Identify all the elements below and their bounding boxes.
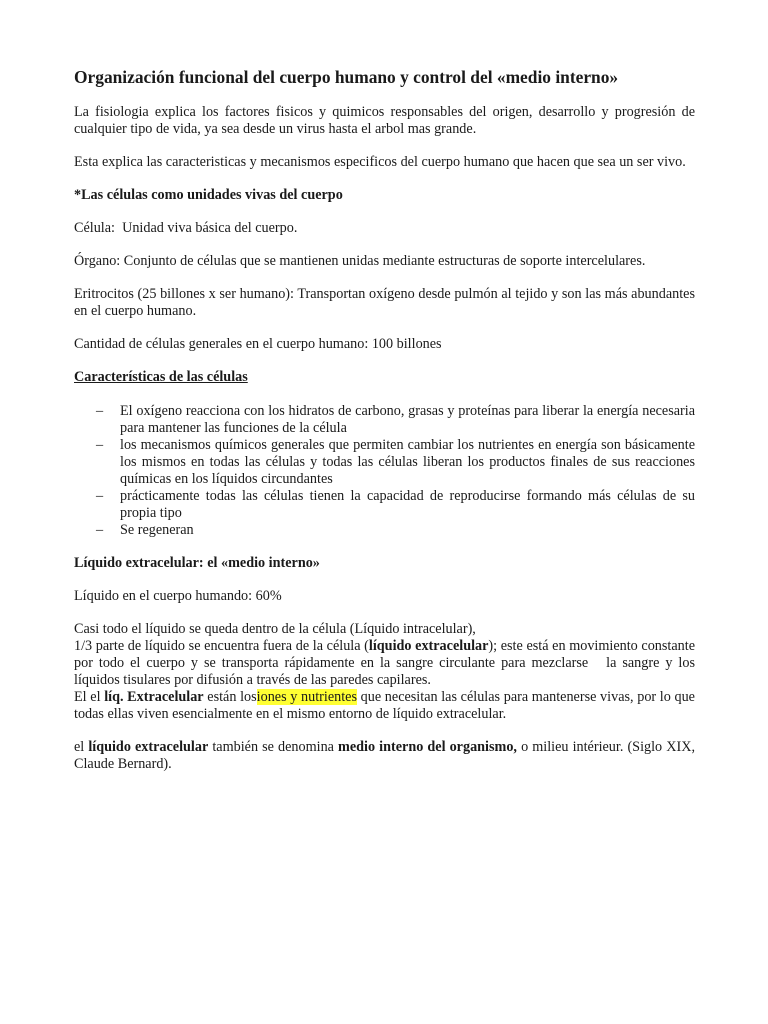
extracellular-line-pre: 1/3 parte de líquido se encuentra fuera de la célula ( xyxy=(74,638,369,654)
ions-line-post: que necesitan las células para mantenerse vivas, por lo que todas ellas viven esencialmente en el mismo entorno de líquido extracelular. xyxy=(74,689,695,722)
list-item-text: prácticamente todas las células tienen la capacidad de reproducirse formando más células de su propia tipo xyxy=(120,488,695,521)
erythrocytes-paragraph: Eritrocitos (25 billones x ser humano): Transportan oxígeno desde pulmón al tejido y son las más abundantes en el cuerpo humano. xyxy=(74,286,695,319)
extracellular-term: líquido extracelular xyxy=(368,638,489,654)
dash-bullet: – xyxy=(96,403,104,419)
intracellular-line: Casi todo el líquido se queda dentro de la célula (Líquido intracelular), xyxy=(74,621,476,637)
characteristics-list xyxy=(74,403,695,539)
final-bold-extracellular: líquido extracelular xyxy=(88,739,209,755)
cell-definition: Célula: Unidad viva básica del cuerpo. xyxy=(74,220,298,236)
dash-bullet: – xyxy=(96,522,104,538)
list-item-text: El oxígeno reacciona con los hidratos de carbono, grasas y proteínas para liberar la energía necesaria para mantener las funciones de la célula xyxy=(120,403,695,436)
list-item xyxy=(74,522,695,539)
extracellular-line-post: ); este está en movimiento constante por todo el cuerpo y se transporta rápidamente en la sangre circulante para mezclarse la sangre y los líquidos tisulares por difusión a través de las paredes capilares. xyxy=(74,638,699,688)
ions-line-mid: están los xyxy=(203,689,257,705)
section-heading-characteristics: Características de las células xyxy=(74,369,248,385)
extracellular-fluid-paragraph xyxy=(74,621,699,723)
list-item-text: los mecanismos químicos generales que permiten cambiar los nutrientes en energía son básicamente los mismos en todas las células y todas las células liberan los productos finales de sus reacciones químicas en los líquidos circundantes xyxy=(120,437,695,487)
intro-paragraph-2: Esta explica las caracteristicas y mecanismos especificos del cuerpo humano que hacen que sea un ser vivo. xyxy=(74,154,686,170)
document-page xyxy=(74,66,699,789)
liq-extracelular-term: líq. Extracelular xyxy=(104,689,204,705)
dash-bullet: – xyxy=(96,437,104,453)
highlighted-ions-nutrients: iones y nutrientes xyxy=(256,689,357,705)
internal-environment-paragraph xyxy=(74,739,695,773)
final-post: o milieu intérieur. (Siglo XIX, Claude Bernard). xyxy=(74,739,695,772)
final-mid: también se denomina xyxy=(208,739,339,755)
ions-line-pre: El el xyxy=(74,689,105,705)
list-item-text: Se regeneran xyxy=(120,522,194,538)
section-heading-extracellular-fluid: Líquido extracelular: el «medio interno» xyxy=(74,555,320,571)
document-title: Organización funcional del cuerpo humano y control del «medio interno» xyxy=(74,67,619,87)
list-item xyxy=(74,403,695,437)
list-item xyxy=(74,437,695,488)
final-pre: el xyxy=(74,739,89,755)
cell-count-paragraph: Cantidad de células generales en el cuerpo humano: 100 billones xyxy=(74,336,442,352)
final-bold-internal-medium: medio interno del organismo, xyxy=(338,739,517,755)
dash-bullet: – xyxy=(96,488,104,504)
organ-definition: Órgano: Conjunto de células que se mantienen unidas mediante estructuras de soporte intercelulares. xyxy=(74,253,646,269)
intro-paragraph-1: La fisiologia explica los factores fisicos y quimicos responsables del origen, desarrollo y progresión de cualquier tipo de vida, ya sea desde un virus hasta el arbol mas grande. xyxy=(74,104,695,137)
list-item xyxy=(74,488,695,522)
section-heading-cells: *Las células como unidades vivas del cuerpo xyxy=(74,187,343,203)
body-fluid-percentage: Líquido en el cuerpo humando: 60% xyxy=(74,588,282,604)
